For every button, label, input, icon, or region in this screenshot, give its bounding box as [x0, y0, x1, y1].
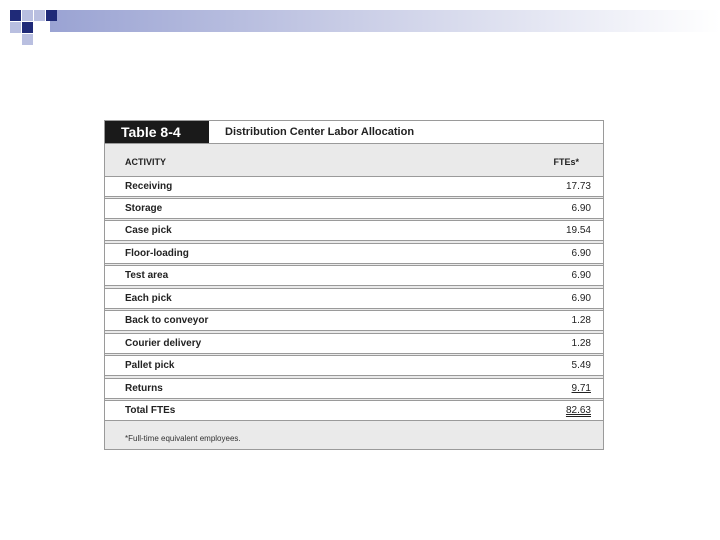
fte-cell: 82.63 — [565, 405, 591, 416]
banner-square-icon — [10, 10, 21, 21]
table-row — [105, 378, 603, 399]
fte-cell: 6.90 — [571, 203, 591, 214]
activity-cell: Receiving — [125, 181, 173, 192]
column-header-activity: ACTIVITY — [125, 157, 167, 167]
fte-cell: 1.28 — [571, 315, 591, 326]
activity-cell: Floor-loading — [125, 248, 189, 259]
fte-cell: 6.90 — [571, 248, 591, 259]
activity-cell: Returns — [125, 383, 163, 394]
fte-cell: 6.90 — [571, 293, 591, 304]
banner-square-icon — [34, 10, 45, 21]
table-row — [105, 265, 603, 286]
activity-cell: Pallet pick — [125, 360, 175, 371]
activity-cell: Each pick — [125, 293, 172, 304]
activity-cell: Courier delivery — [125, 338, 202, 349]
fte-cell: 1.28 — [571, 338, 591, 349]
table-footnote: *Full-time equivalent employees. — [125, 434, 241, 443]
activity-cell: Case pick — [125, 225, 172, 236]
banner-square-icon — [22, 34, 33, 45]
table-row — [105, 176, 603, 197]
fte-cell: 5.49 — [571, 360, 591, 371]
labor-allocation-table — [104, 120, 604, 450]
activity-cell: Test area — [125, 270, 169, 281]
fte-cell: 19.54 — [565, 225, 591, 236]
banner-square-icon — [22, 10, 33, 21]
table-number: Table 8-4 — [105, 121, 209, 143]
table-row — [105, 198, 603, 219]
table-row — [105, 333, 603, 354]
column-header-ftes: FTEs* — [553, 157, 579, 167]
banner-square-icon — [46, 10, 57, 21]
fte-cell: 17.73 — [565, 181, 591, 192]
table-row — [105, 243, 603, 264]
table-title: Distribution Center Labor Allocation — [225, 126, 415, 138]
table-row — [105, 310, 603, 331]
table-row — [105, 220, 603, 241]
activity-cell: Total FTEs — [125, 405, 176, 416]
banner-square-icon — [10, 22, 21, 33]
fte-cell: 9.71 — [571, 383, 591, 394]
header-banner — [50, 10, 720, 32]
table-title-bar — [105, 121, 603, 144]
table-header — [105, 153, 603, 173]
banner-square-icon — [22, 22, 33, 33]
table-row — [105, 288, 603, 309]
activity-cell: Back to conveyor — [125, 315, 209, 326]
table-row-total — [105, 400, 603, 421]
activity-cell: Storage — [125, 203, 163, 214]
table-row — [105, 355, 603, 376]
fte-cell: 6.90 — [571, 270, 591, 281]
